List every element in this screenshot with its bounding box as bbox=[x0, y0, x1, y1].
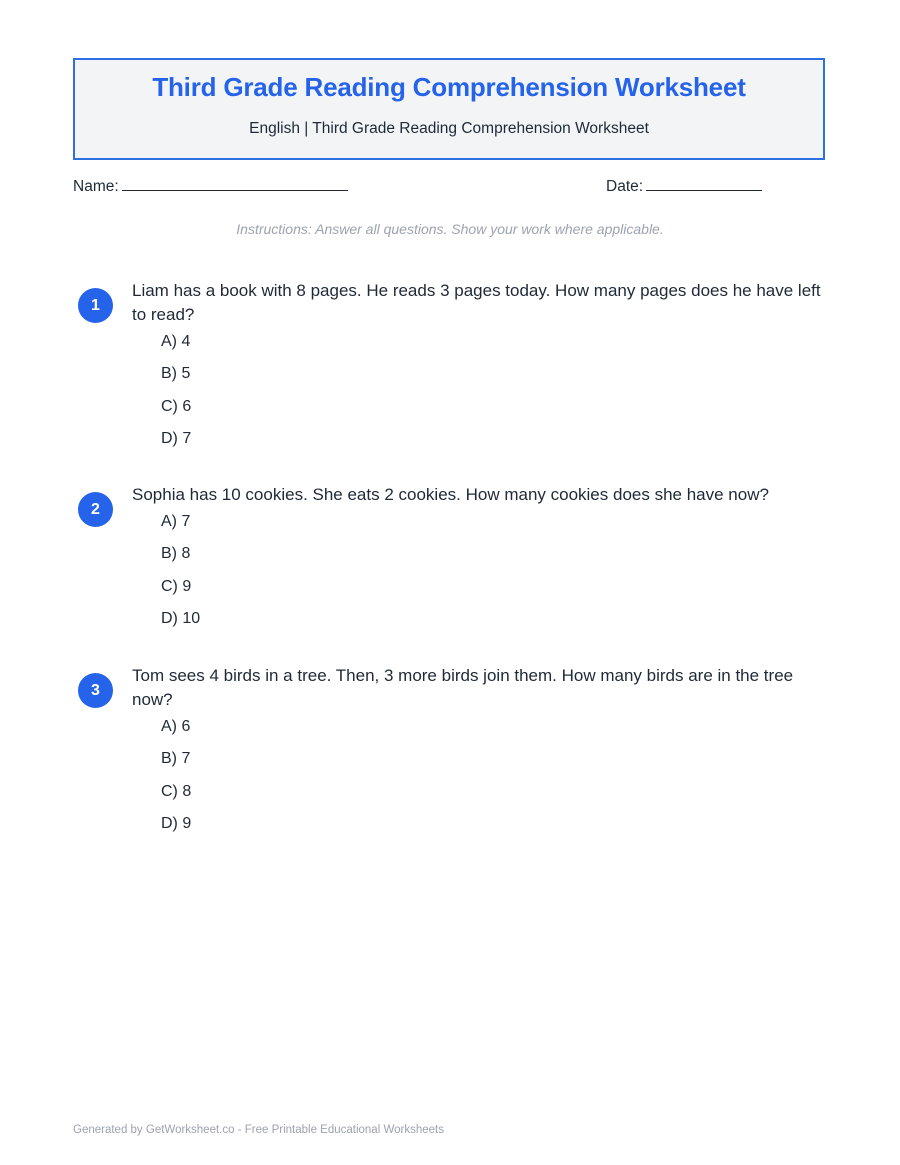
option-a[interactable]: A) 7 bbox=[161, 513, 191, 530]
option-a[interactable]: A) 4 bbox=[161, 333, 191, 350]
worksheet-title: Third Grade Reading Comprehension Worksheet bbox=[152, 72, 746, 102]
question-number-badge: 2 bbox=[78, 492, 113, 527]
answer-options bbox=[161, 332, 191, 461]
option-c[interactable]: C) 8 bbox=[161, 782, 192, 800]
question-text: Tom sees 4 birds in a tree. Then, 3 more birds join them. How many birds are in the tree now? bbox=[132, 666, 794, 709]
instructions: Instructions: Answer all questions. Show your work where applicable. bbox=[236, 221, 664, 237]
option-d[interactable]: D) 9 bbox=[161, 814, 192, 832]
worksheet-subtitle: English | Third Grade Reading Comprehension Worksheet bbox=[249, 120, 649, 137]
option-b[interactable]: B) 8 bbox=[161, 545, 191, 563]
answer-options bbox=[161, 512, 200, 641]
option-d[interactable]: D) 10 bbox=[161, 609, 201, 627]
question-number-badge: 3 bbox=[78, 673, 113, 708]
name-field[interactable] bbox=[73, 176, 348, 196]
date-label: Date: bbox=[606, 178, 644, 195]
date-field[interactable] bbox=[606, 176, 762, 196]
name-blank-line[interactable] bbox=[122, 176, 348, 191]
footer-credit: Generated by GetWorksheet.co - Free Printable Educational Worksheets bbox=[73, 1124, 444, 1136]
option-c[interactable]: C) 9 bbox=[161, 577, 192, 595]
worksheet-header bbox=[73, 58, 825, 160]
answer-options bbox=[161, 717, 191, 846]
option-a[interactable]: A) 6 bbox=[161, 718, 191, 735]
option-b[interactable]: B) 5 bbox=[161, 365, 191, 383]
option-d[interactable]: D) 7 bbox=[161, 429, 192, 447]
question-text: Sophia has 10 cookies. She eats 2 cookies. How many cookies does she have now? bbox=[132, 485, 769, 504]
option-b[interactable]: B) 7 bbox=[161, 750, 191, 768]
option-c[interactable]: C) 6 bbox=[161, 397, 192, 415]
question-text: Liam has a book with 8 pages. He reads 3 pages today. How many pages does he have left to read? bbox=[132, 281, 821, 324]
date-blank-line[interactable] bbox=[646, 176, 762, 191]
name-label: Name: bbox=[73, 178, 119, 195]
question-number-badge: 1 bbox=[78, 288, 113, 323]
